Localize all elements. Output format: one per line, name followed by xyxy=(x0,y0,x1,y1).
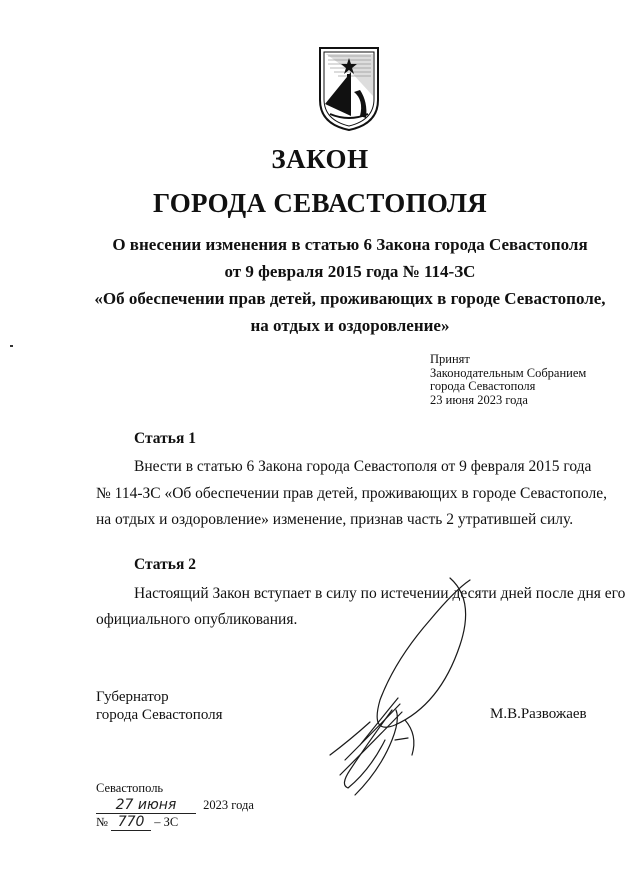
footer-year: 2023 года xyxy=(203,798,254,812)
footer-number-prefix: № xyxy=(96,815,108,829)
subtitle-line-1: О внесении изменения в статью 6 Закона города Севастополя xyxy=(112,235,588,254)
subtitle-line-2: от 9 февраля 2015 года № 114-ЗС xyxy=(224,262,476,281)
document-authority-title: ГОРОДА СЕВАСТОПОЛЯ xyxy=(152,188,488,218)
article-2-heading: Статья 2 xyxy=(134,556,196,573)
footer-date xyxy=(96,797,254,814)
article-2-line-2: официального опубликования. xyxy=(96,611,298,628)
adoption-date: 23 июня 2023 года xyxy=(430,392,528,407)
subtitle-line-3: «Об обеспечении прав детей, проживающих в городе Севастополе, xyxy=(94,289,606,308)
adoption-note xyxy=(430,353,586,407)
footer-number-handwritten: 770 xyxy=(111,814,151,831)
signatory-position-line-1: Губернатор xyxy=(96,689,169,705)
signatory-name: М.В.Развожаев xyxy=(490,706,587,722)
margin-mark xyxy=(10,345,13,347)
document-type-title: ЗАКОН xyxy=(271,144,369,174)
handwritten-signature xyxy=(300,570,500,810)
subtitle-line-4: на отдых и оздоровление» xyxy=(250,316,450,335)
article-1-line-2: № 114-ЗС «Об обеспечении прав детей, проживающих в городе Севастополе, xyxy=(96,485,607,502)
signatory-position-line-2: города Севастополя xyxy=(96,707,223,723)
adoption-line-2: Законодательным Собранием xyxy=(430,365,587,380)
article-2-line-1: Настоящий Закон вступает в силу по истечении десяти дней после дня его xyxy=(134,585,626,602)
footer-number xyxy=(96,814,178,831)
footer-city: Севастополь xyxy=(96,781,164,795)
coat-of-arms-icon xyxy=(316,44,382,132)
article-1-line-3: на отдых и оздоровление» изменение, признав часть 2 утратившей силу. xyxy=(96,511,574,528)
footer-number-suffix: – ЗС xyxy=(154,815,179,829)
adoption-line-3: города Севастополя xyxy=(430,379,536,393)
article-1-line-1: Внести в статью 6 Закона города Севастополя от 9 февраля 2015 года xyxy=(134,458,592,475)
article-1-heading: Статья 1 xyxy=(134,430,196,447)
footer-date-handwritten: 27 июня xyxy=(96,797,196,814)
signatory-position xyxy=(96,688,223,724)
adoption-line-1: Принят xyxy=(430,352,470,366)
